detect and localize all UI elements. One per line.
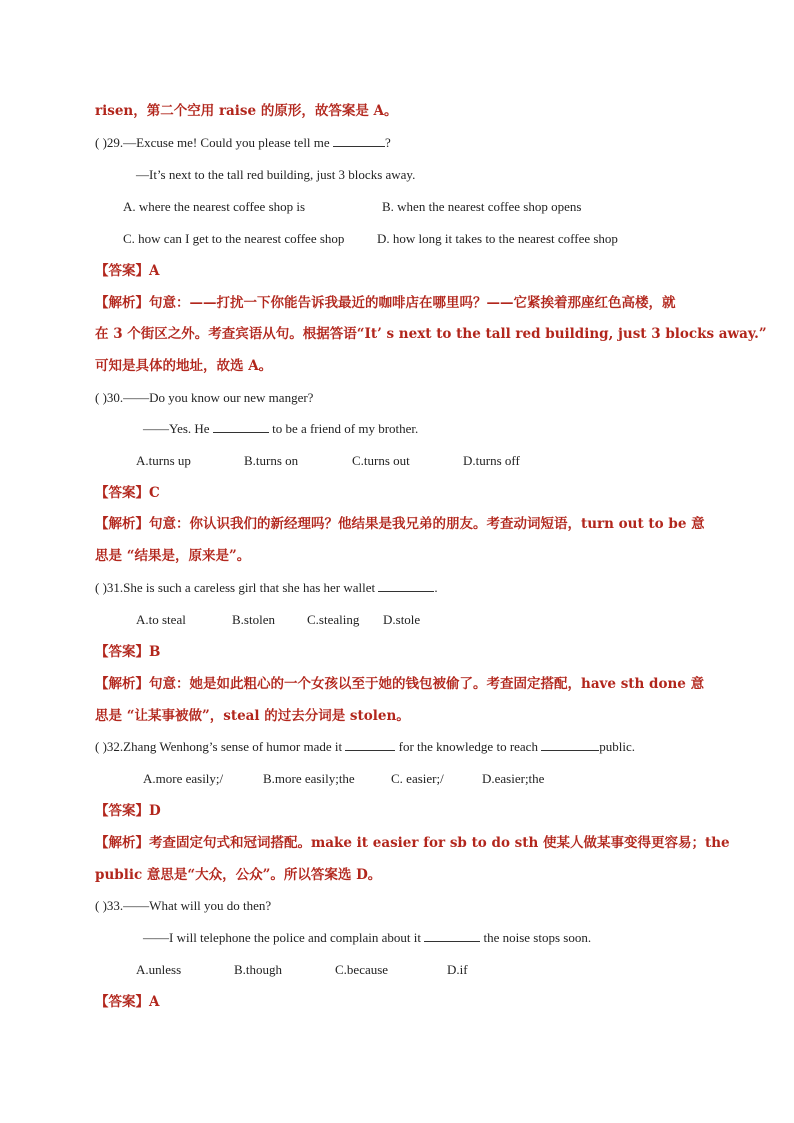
option-d: D.turns off: [463, 453, 520, 468]
question-29-reply: —It’s next to the tall red building, just 3 blocks away.: [136, 167, 416, 182]
answer-paren: ( ): [95, 580, 107, 595]
option-a: A.more easily;/: [143, 771, 224, 786]
explanation-continuation: risen，第二个空用 raise 的原形，故答案是 A。: [95, 103, 398, 119]
option-c: C.because: [335, 962, 389, 977]
option-a: A.unless: [136, 962, 182, 977]
answer-label: 【答案】C: [95, 485, 160, 501]
answer-blank: [345, 738, 395, 751]
answer-blank: [378, 579, 434, 592]
answer-label: 【答案】A: [95, 994, 160, 1010]
question-30-stem: ( )30.——Do you know our new manger?: [95, 390, 314, 405]
option-d: D.if: [447, 962, 468, 977]
option-d: D.easier;the: [482, 771, 545, 786]
answer-paren: ( ): [95, 135, 107, 150]
explanation-line: 【解析】句意：你认识我们的新经理吗？他结果是我兄弟的朋友。考查动词短语，turn out to be 意: [95, 516, 705, 532]
option-b: B.though: [234, 962, 283, 977]
option-b: B.stolen: [232, 612, 275, 627]
option-b: B.more easily;the: [263, 771, 355, 786]
explanation-line: 可知是具体的地址，故选 A。: [95, 358, 273, 374]
answer-blank: [541, 738, 599, 751]
answer-paren: ( ): [95, 390, 107, 405]
option-c: C.turns out: [352, 453, 410, 468]
option-c: C. easier;/: [391, 771, 444, 786]
answer-blank: [424, 929, 480, 942]
answer-blank: [213, 420, 269, 433]
question-29-stem: ( )29.—Excuse me! Could you please tell me ?: [95, 135, 391, 150]
question-33-reply: ——I will telephone the police and complain about it the noise stops soon.: [143, 930, 592, 945]
option-b: B. when the nearest coffee shop opens: [382, 199, 582, 214]
explanation-line: 【解析】句意：她是如此粗心的一个女孩以至于她的钱包被偷了。考查固定搭配，have sth done 意: [95, 676, 705, 692]
option-d: D.stole: [383, 612, 421, 627]
option-b: B.turns on: [244, 453, 299, 468]
explanation-line: 思是 “让某事被做”，steal 的过去分词是 stolen。: [95, 708, 410, 724]
option-a: A.to steal: [136, 612, 186, 627]
answer-label: 【答案】D: [95, 803, 161, 819]
option-a: A. where the nearest coffee shop is: [123, 199, 306, 214]
answer-label: 【答案】B: [95, 644, 161, 660]
question-31-stem: ( )31.She is such a careless girl that she has her wallet .: [95, 580, 438, 595]
explanation-line: 在 3 个街区之外。考查宾语从句。根据答语“It’ s next to the tall red building, just 3 blocks away.”: [95, 326, 767, 342]
explanation-line: 【解析】句意：——打扰一下你能告诉我最近的咖啡店在哪里吗？——它紧挨着那座红色高楼，就: [95, 295, 676, 311]
answer-label: 【答案】A: [95, 263, 160, 279]
question-30-reply: ——Yes. He to be a friend of my brother.: [143, 421, 419, 436]
answer-paren: ( ): [95, 898, 107, 913]
explanation-line: 思是 “结果是，原来是”。: [95, 548, 251, 564]
option-d: D. how long it takes to the nearest coffee shop: [377, 231, 618, 246]
answer-paren: ( ): [95, 739, 107, 754]
question-32-stem: ( )32.Zhang Wenhong’s sense of humor made it for the knowledge to reach public.: [95, 739, 635, 754]
option-a: A.turns up: [136, 453, 191, 468]
option-c: C.stealing: [307, 612, 360, 627]
explanation-line: 【解析】考查固定句式和冠词搭配。make it easier for sb to do sth 使某人做某事变得更容易；the: [95, 835, 730, 851]
explanation-line: public 意思是“大众，公众”。所以答案选 D。: [95, 867, 382, 883]
option-c: C. how can I get to the nearest coffee shop: [123, 231, 345, 246]
question-33-stem: ( )33.——What will you do then?: [95, 898, 272, 913]
answer-blank: [333, 134, 385, 147]
